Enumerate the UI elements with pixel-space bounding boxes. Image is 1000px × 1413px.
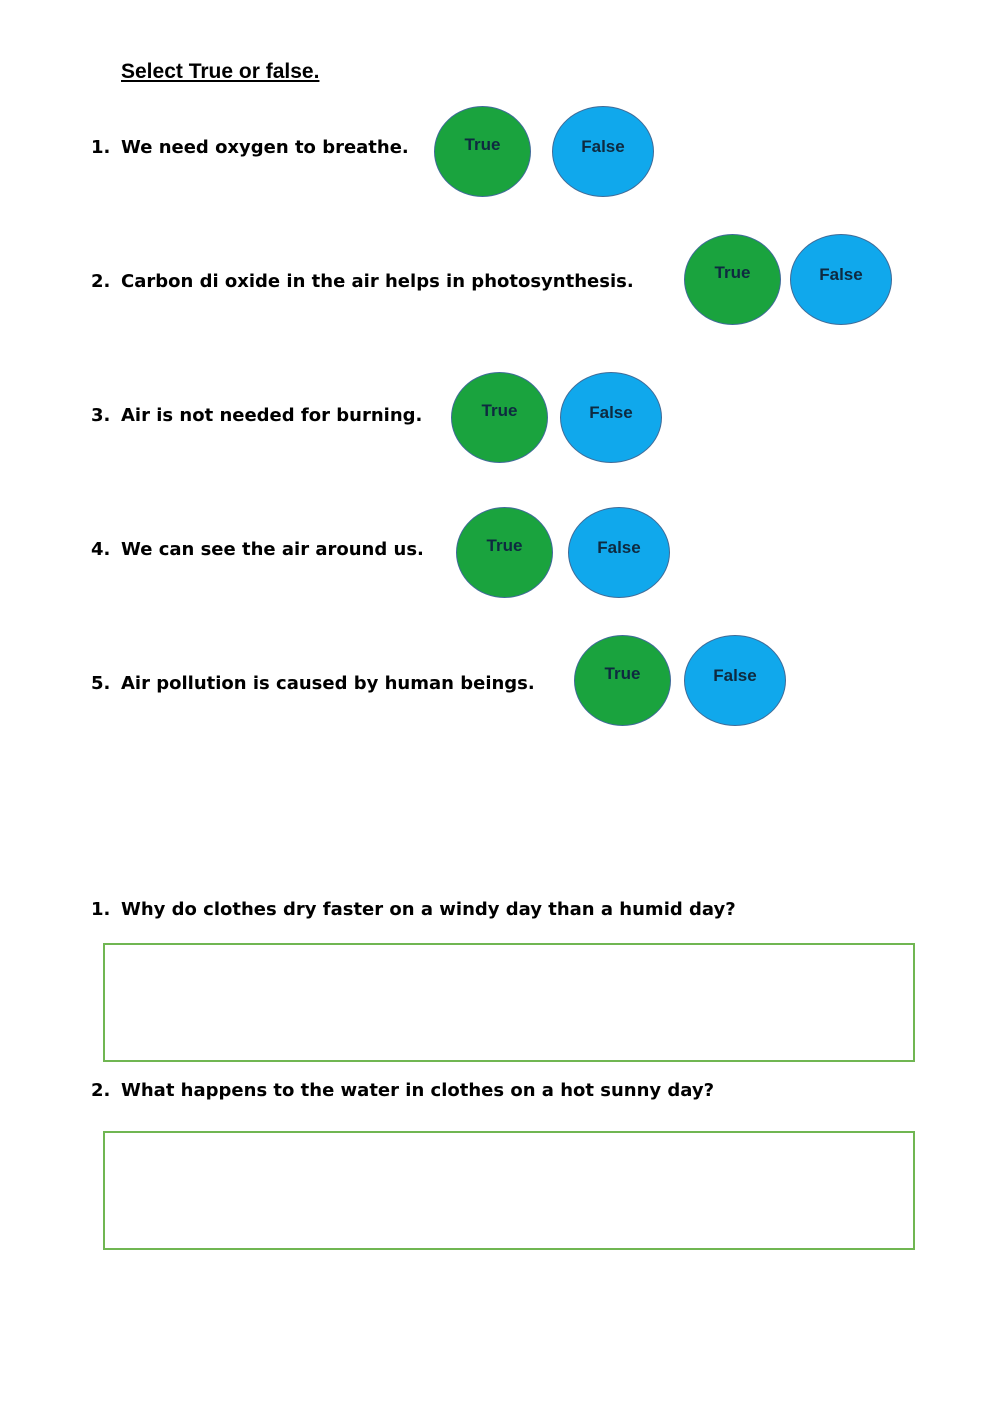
tf-question-2: [91, 271, 634, 293]
true-button-5[interactable]: [574, 635, 671, 726]
tf-question-5: [91, 673, 535, 695]
true-label: True: [481, 401, 518, 420]
question-number: 4.: [91, 539, 111, 560]
tf-question-3: [91, 405, 422, 427]
question-number: 2.: [91, 1080, 111, 1101]
false-button-5[interactable]: [684, 635, 786, 726]
true-label: True: [714, 263, 751, 282]
question-text: Why do clothes dry faster on a windy day than a humid day?: [121, 899, 736, 920]
answer-input-1[interactable]: [103, 943, 915, 1062]
false-button-3[interactable]: [560, 372, 662, 463]
false-label: False: [589, 403, 633, 422]
false-button-4[interactable]: [568, 507, 670, 598]
question-statement: We need oxygen to breathe.: [121, 137, 409, 158]
false-button-2[interactable]: [790, 234, 892, 325]
question-number: 5.: [91, 673, 111, 694]
false-label: False: [581, 137, 625, 156]
answer-input-2[interactable]: [103, 1131, 915, 1250]
tf-question-4: [91, 539, 424, 561]
question-number: 2.: [91, 271, 111, 292]
open-question-1: [91, 899, 736, 921]
question-statement: Air is not needed for burning.: [121, 405, 423, 426]
true-label: True: [464, 135, 501, 154]
true-button-3[interactable]: [451, 372, 548, 463]
false-label: False: [819, 265, 863, 284]
true-button-2[interactable]: [684, 234, 781, 325]
question-number: 1.: [91, 137, 111, 158]
question-statement: We can see the air around us.: [121, 539, 424, 560]
false-button-1[interactable]: [552, 106, 654, 197]
true-label: True: [604, 664, 641, 683]
question-number: 3.: [91, 405, 111, 426]
question-statement: Air pollution is caused by human beings.: [121, 673, 535, 694]
question-statement: Carbon di oxide in the air helps in photosynthesis.: [121, 271, 634, 292]
worksheet-title: Select True or false.: [121, 60, 320, 83]
open-question-2: [91, 1080, 714, 1102]
question-number: 1.: [91, 899, 111, 920]
false-label: False: [713, 666, 757, 685]
true-label: True: [486, 536, 523, 555]
question-text: What happens to the water in clothes on a hot sunny day?: [121, 1080, 715, 1101]
false-label: False: [597, 538, 641, 557]
true-button-4[interactable]: [456, 507, 553, 598]
tf-question-1: [91, 137, 409, 159]
true-button-1[interactable]: [434, 106, 531, 197]
